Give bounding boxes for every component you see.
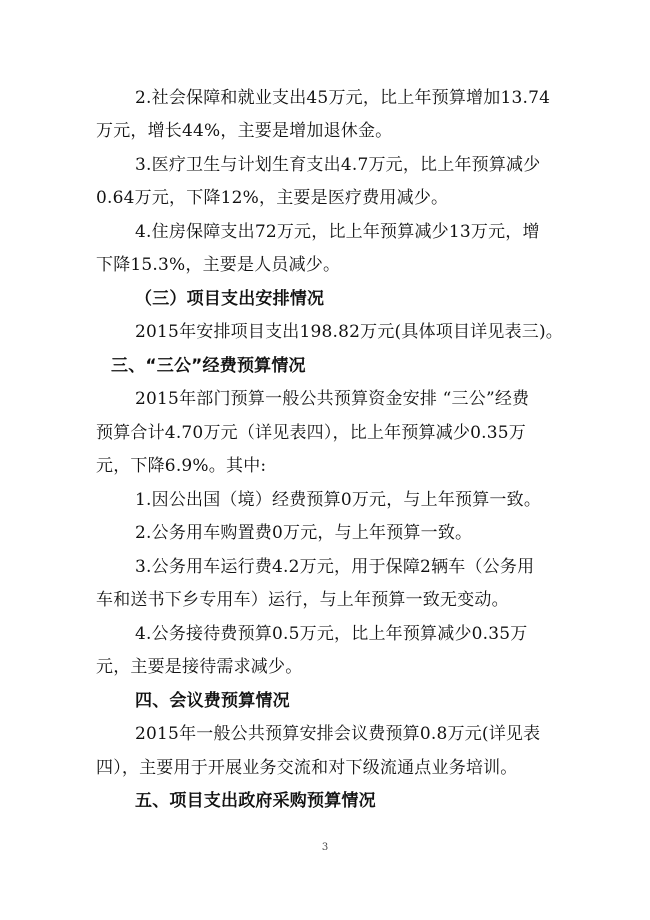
- paragraph-line: 元，主要是接待需求减少。: [96, 657, 303, 677]
- paragraph-line: 2015年部门预算一般公共预算资金安排 “三公”经费: [135, 389, 530, 409]
- paragraph-line: 万元，增长44%，主要是增加退休金。: [96, 121, 393, 141]
- paragraph-line: 2015年安排项目支出198.82万元(具体项目详见表三)。: [135, 322, 564, 342]
- paragraph-line: 2015年一般公共预算安排会议费预算0.8万元(详见表: [135, 724, 541, 744]
- paragraph-line: 3.公务用车运行费4.2万元，用于保障2辆车（公务用: [135, 557, 535, 577]
- paragraph-line: 4.公务接待费预算0.5万元，比上年预算减少0.35万: [135, 624, 528, 644]
- section-heading: 三、“三公”经费预算情况: [111, 356, 306, 376]
- paragraph-line: 4.住房保障支出72万元，比上年预算减少13万元，增: [135, 222, 540, 242]
- paragraph-line: 车和送书下乡专用车）运行，与上年预算一致无变动。: [96, 590, 509, 610]
- paragraph-line: 2.公务用车购置费0万元，与上年预算一致。: [135, 523, 473, 543]
- section-heading: 五、项目支出政府采购预算情况: [135, 791, 376, 811]
- paragraph-line: 3.医疗卫生与计划生育支出4.7万元，比上年预算减少: [135, 155, 541, 175]
- section-heading: 四、会议费预算情况: [135, 691, 290, 711]
- paragraph-line: 2.社会保障和就业支出45万元，比上年预算增加13.74: [135, 88, 551, 108]
- section-heading: （三）项目支出安排情况: [135, 289, 325, 309]
- paragraph-line: 下降15.3%，主要是人员减少。: [96, 255, 341, 275]
- paragraph-line: 预算合计4.70万元（详见表四），比上年预算减少0.35万: [96, 423, 527, 443]
- paragraph-line: 1.因公出国（境）经费预算0万元，与上年预算一致。: [135, 490, 542, 510]
- paragraph-line: 0.64万元，下降12%，主要是医疗费用减少。: [96, 188, 449, 208]
- paragraph-line: 四），主要用于开展业务交流和对下级流通点业务培训。: [96, 758, 518, 778]
- paragraph-line: 元，下降6.9%。其中:: [96, 456, 267, 476]
- page-number: 3: [321, 842, 329, 853]
